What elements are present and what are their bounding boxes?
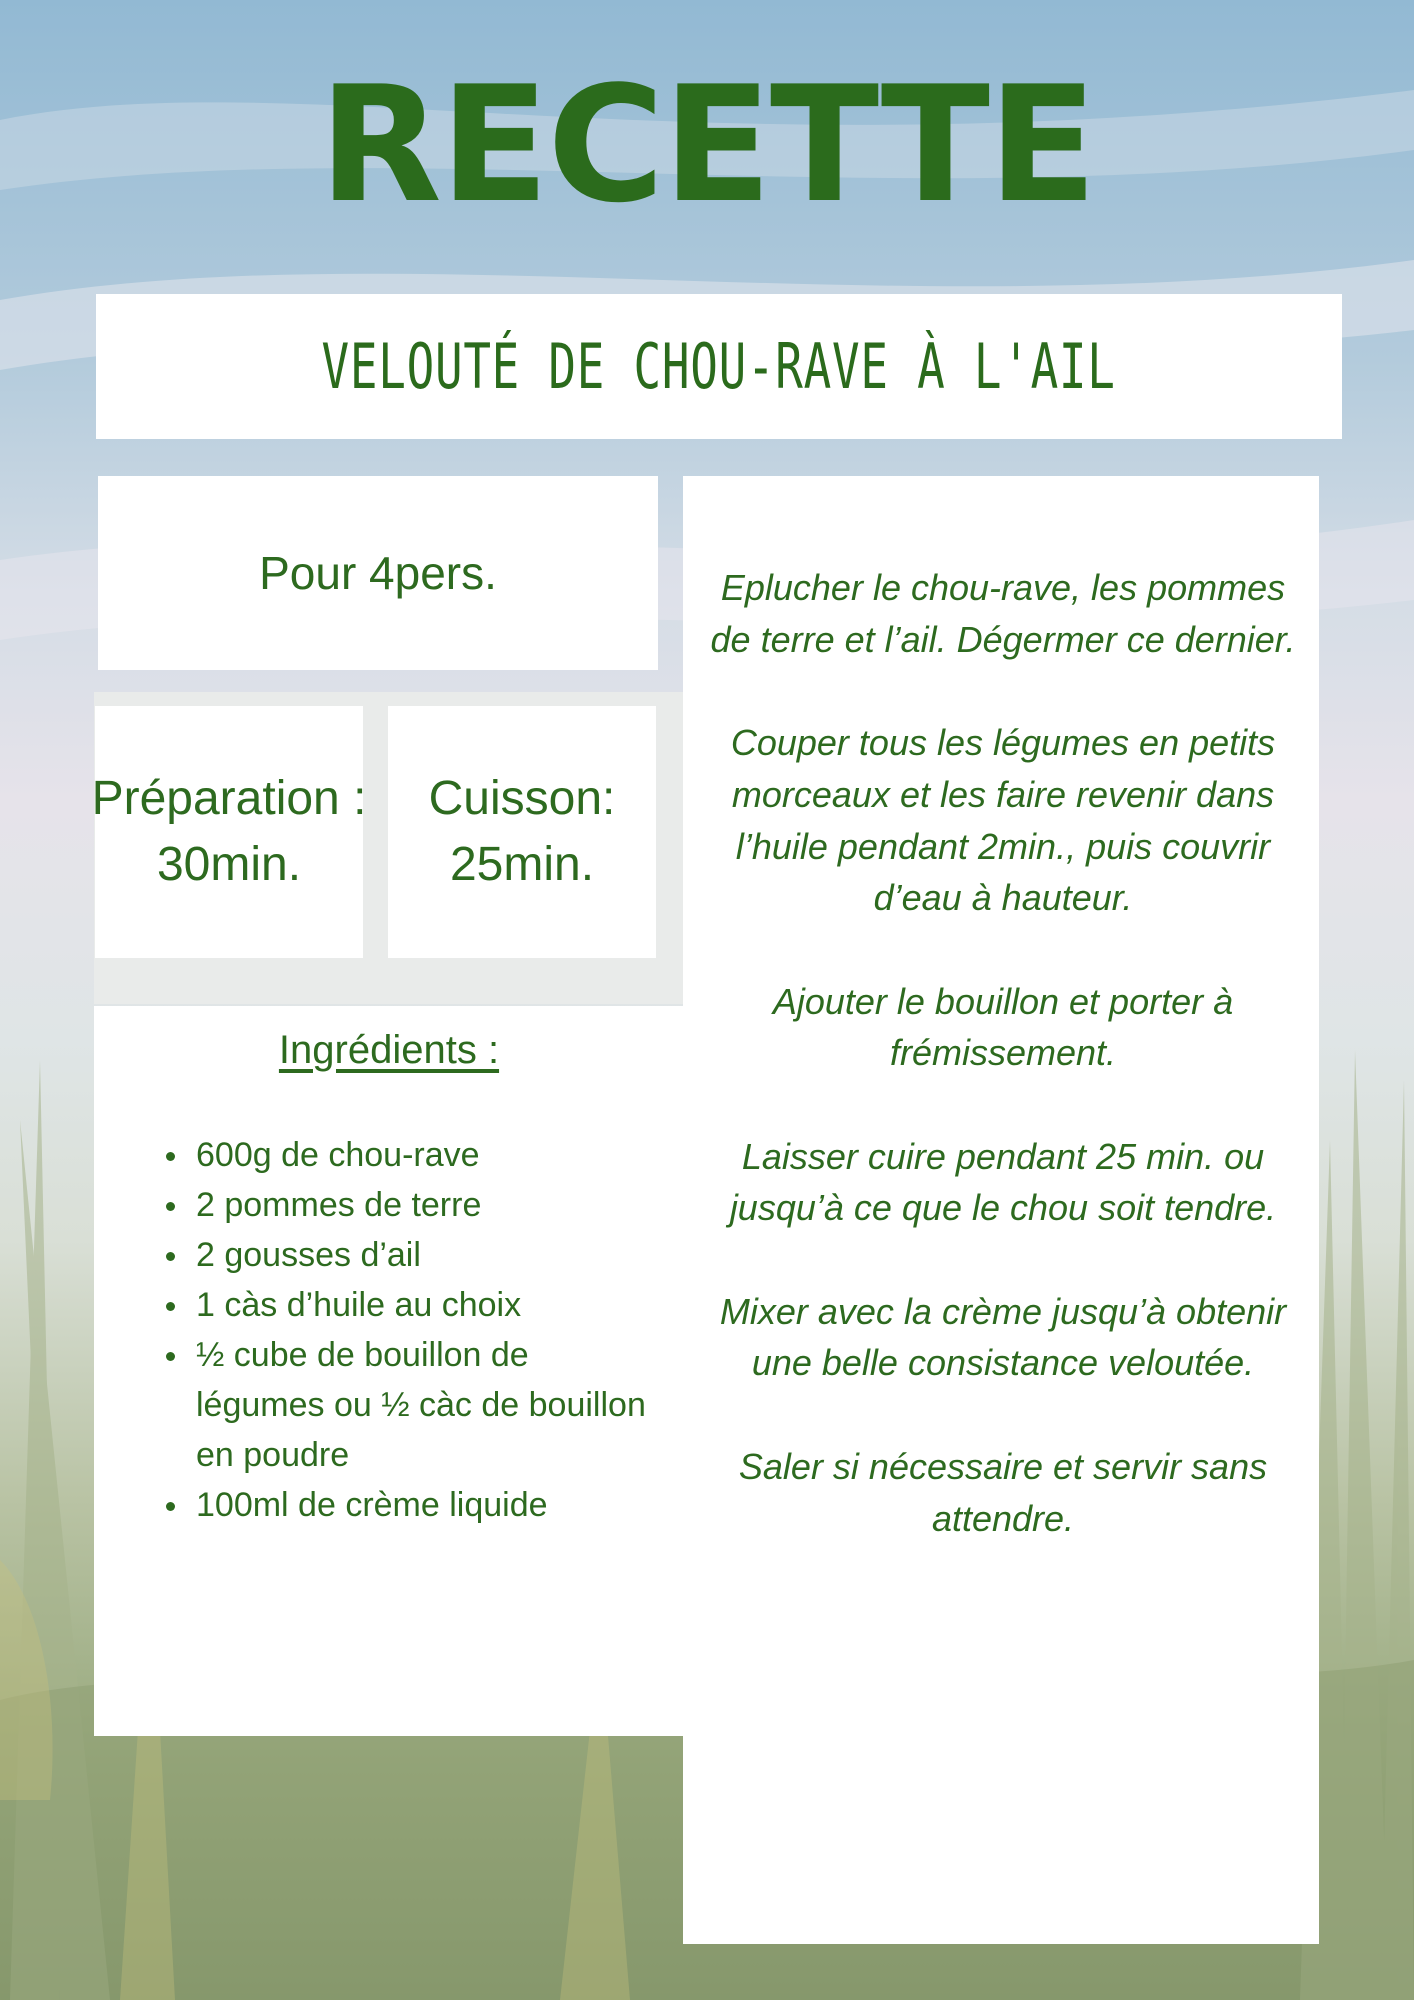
list-item: 1 càs d’huile au choix bbox=[196, 1280, 666, 1330]
list-item: ½ cube de bouillon de légumes ou ½ càc de bouillon en poudre bbox=[196, 1330, 666, 1480]
preparation-card bbox=[91, 706, 367, 958]
ingredients-card bbox=[94, 1006, 684, 1736]
step-text: Mixer avec la crème jusqu’à obtenir une belle consistance veloutée. bbox=[719, 1290, 1287, 1384]
steps-list bbox=[703, 562, 1303, 1596]
recipe-title-card bbox=[96, 294, 1342, 439]
ingredients-title: Ingrédients : bbox=[278, 1028, 500, 1072]
cooking-card bbox=[388, 706, 656, 958]
list-item: 600g de chou-rave bbox=[196, 1130, 666, 1180]
list-item: 100ml de crème liquide bbox=[196, 1480, 666, 1530]
steps-card bbox=[683, 476, 1319, 1944]
step-text: Laisser cuire pendant 25 min. ou jusqu’à ce que le chou soit tendre. bbox=[729, 1135, 1277, 1229]
ingredients-list bbox=[196, 1130, 666, 1530]
step-text: Couper tous les légumes en petits morceaux et les faire revenir dans l’huile pendant 2min., puis couvrir d’eau à hauteur. bbox=[730, 722, 1276, 919]
preparation-time: 30min. bbox=[156, 838, 302, 891]
preparation-label: Préparation : bbox=[91, 772, 367, 825]
page-title: RECETTE bbox=[318, 51, 1096, 238]
step-text: Ajouter le bouillon et porter à frémissement. bbox=[772, 980, 1234, 1074]
list-item: 2 pommes de terre bbox=[196, 1180, 666, 1230]
cooking-time: 25min. bbox=[449, 838, 595, 891]
cooking-label: Cuisson: bbox=[428, 772, 616, 825]
servings-text: Pour 4pers. bbox=[259, 547, 497, 599]
step-text: Eplucher le chou-rave, les pommes de terre et l’ail. Dégermer ce dernier. bbox=[710, 567, 1296, 660]
servings-card bbox=[98, 476, 658, 670]
step-text: Saler si nécessaire et servir sans attendre. bbox=[738, 1445, 1268, 1539]
list-item: 2 gousses d’ail bbox=[196, 1230, 666, 1280]
recipe-name: VELOUTÉ DE CHOU-RAVE À L'AIL bbox=[321, 330, 1117, 403]
